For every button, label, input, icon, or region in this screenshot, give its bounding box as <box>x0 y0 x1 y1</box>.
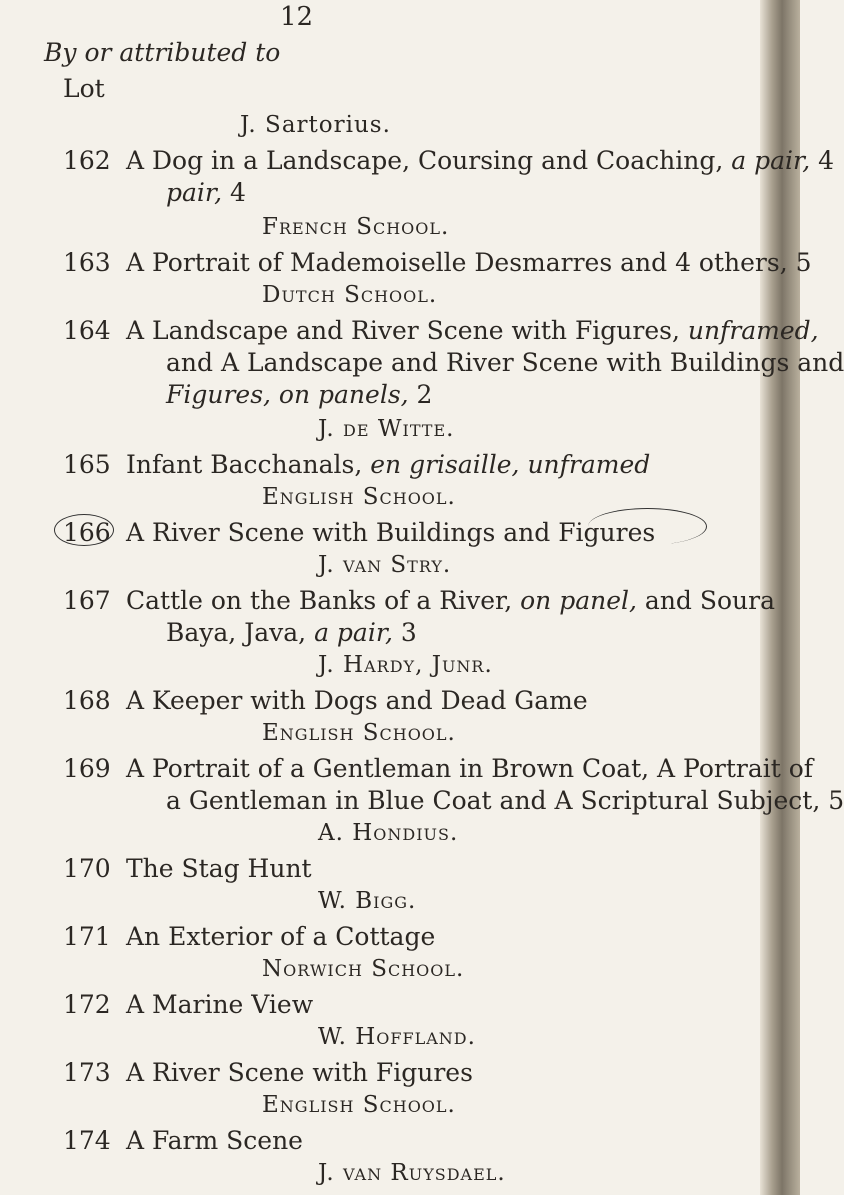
lot-description-cont: and A Landscape and River Scene with Buildings and <box>166 348 844 377</box>
artist-heading: English School. <box>262 484 456 510</box>
lot-number: 173 <box>63 1058 111 1087</box>
lot-number: 172 <box>63 990 111 1019</box>
lot-description: Cattle on the Banks of a River, on panel, and Soura <box>126 586 776 615</box>
artist-heading: J. de Witte. <box>318 416 455 442</box>
artist-heading: Dutch School. <box>262 282 438 308</box>
artist-heading: J. van Ruysdael. <box>318 1160 506 1186</box>
pencil-circle-mark <box>54 514 114 546</box>
artist-heading: English School. <box>262 1092 456 1118</box>
lot-number: 162 <box>63 146 111 175</box>
page-number: 12 <box>280 2 314 32</box>
artist-heading: Norwich School. <box>262 956 465 982</box>
lot-number: 163 <box>63 248 111 277</box>
lot-description: A Dog in a Landscape, Coursing and Coaching, a pair, 4 <box>126 146 834 175</box>
artist-heading: W. Bigg. <box>318 888 417 914</box>
artist-heading: A. Hondius. <box>318 820 459 846</box>
pencil-oval-mark <box>588 508 707 545</box>
lot-description: A Portrait of a Gentleman in Brown Coat, A Portrait of <box>126 754 814 783</box>
lot-number: 165 <box>63 450 111 479</box>
lot-number: 174 <box>63 1126 111 1155</box>
artist-heading: J. van Stry. <box>318 552 452 578</box>
lot-description: A Marine View <box>126 990 314 1019</box>
lot-description-cont: a Gentleman in Blue Coat and A Scriptural Subject, 5 <box>166 786 844 815</box>
lot-description-cont: pair, 4 <box>166 178 246 207</box>
lot-description: A Farm Scene <box>126 1126 303 1155</box>
lot-description: A River Scene with Figures <box>126 1058 473 1087</box>
artist-heading: J. Sartorius. <box>240 112 391 138</box>
artist-heading: French School. <box>262 214 450 240</box>
lot-description: A Portrait of Mademoiselle Desmarres and 4 others, 5 <box>126 248 812 277</box>
lot-number: 171 <box>63 922 111 951</box>
lot-description: A Landscape and River Scene with Figures, unframed, <box>126 316 819 345</box>
page-header: By or attributed to <box>44 38 281 67</box>
lot-description-cont: Figures, on panels, 2 <box>166 380 433 409</box>
lot-description: A River Scene with Buildings and Figures <box>126 518 656 547</box>
lot-description: The Stag Hunt <box>126 854 312 883</box>
lot-number: 168 <box>63 686 111 715</box>
lot-description: A Keeper with Dogs and Dead Game <box>126 686 588 715</box>
lot-description-cont: Baya, Java, a pair, 3 <box>166 618 417 647</box>
lot-number: 164 <box>63 316 111 345</box>
artist-heading: J. Hardy, Junr. <box>318 652 493 678</box>
lot-number: 170 <box>63 854 111 883</box>
lot-description: An Exterior of a Cottage <box>126 922 436 951</box>
lot-number: 169 <box>63 754 111 783</box>
artist-heading: English School. <box>262 720 456 746</box>
lot-number: 166 <box>63 518 111 547</box>
artist-heading: W. Hoffland. <box>318 1024 476 1050</box>
lot-number: 167 <box>63 586 111 615</box>
lot-description: Infant Bacchanals, en grisaille, unframed <box>126 450 651 479</box>
lot-column-label: Lot <box>63 74 105 103</box>
